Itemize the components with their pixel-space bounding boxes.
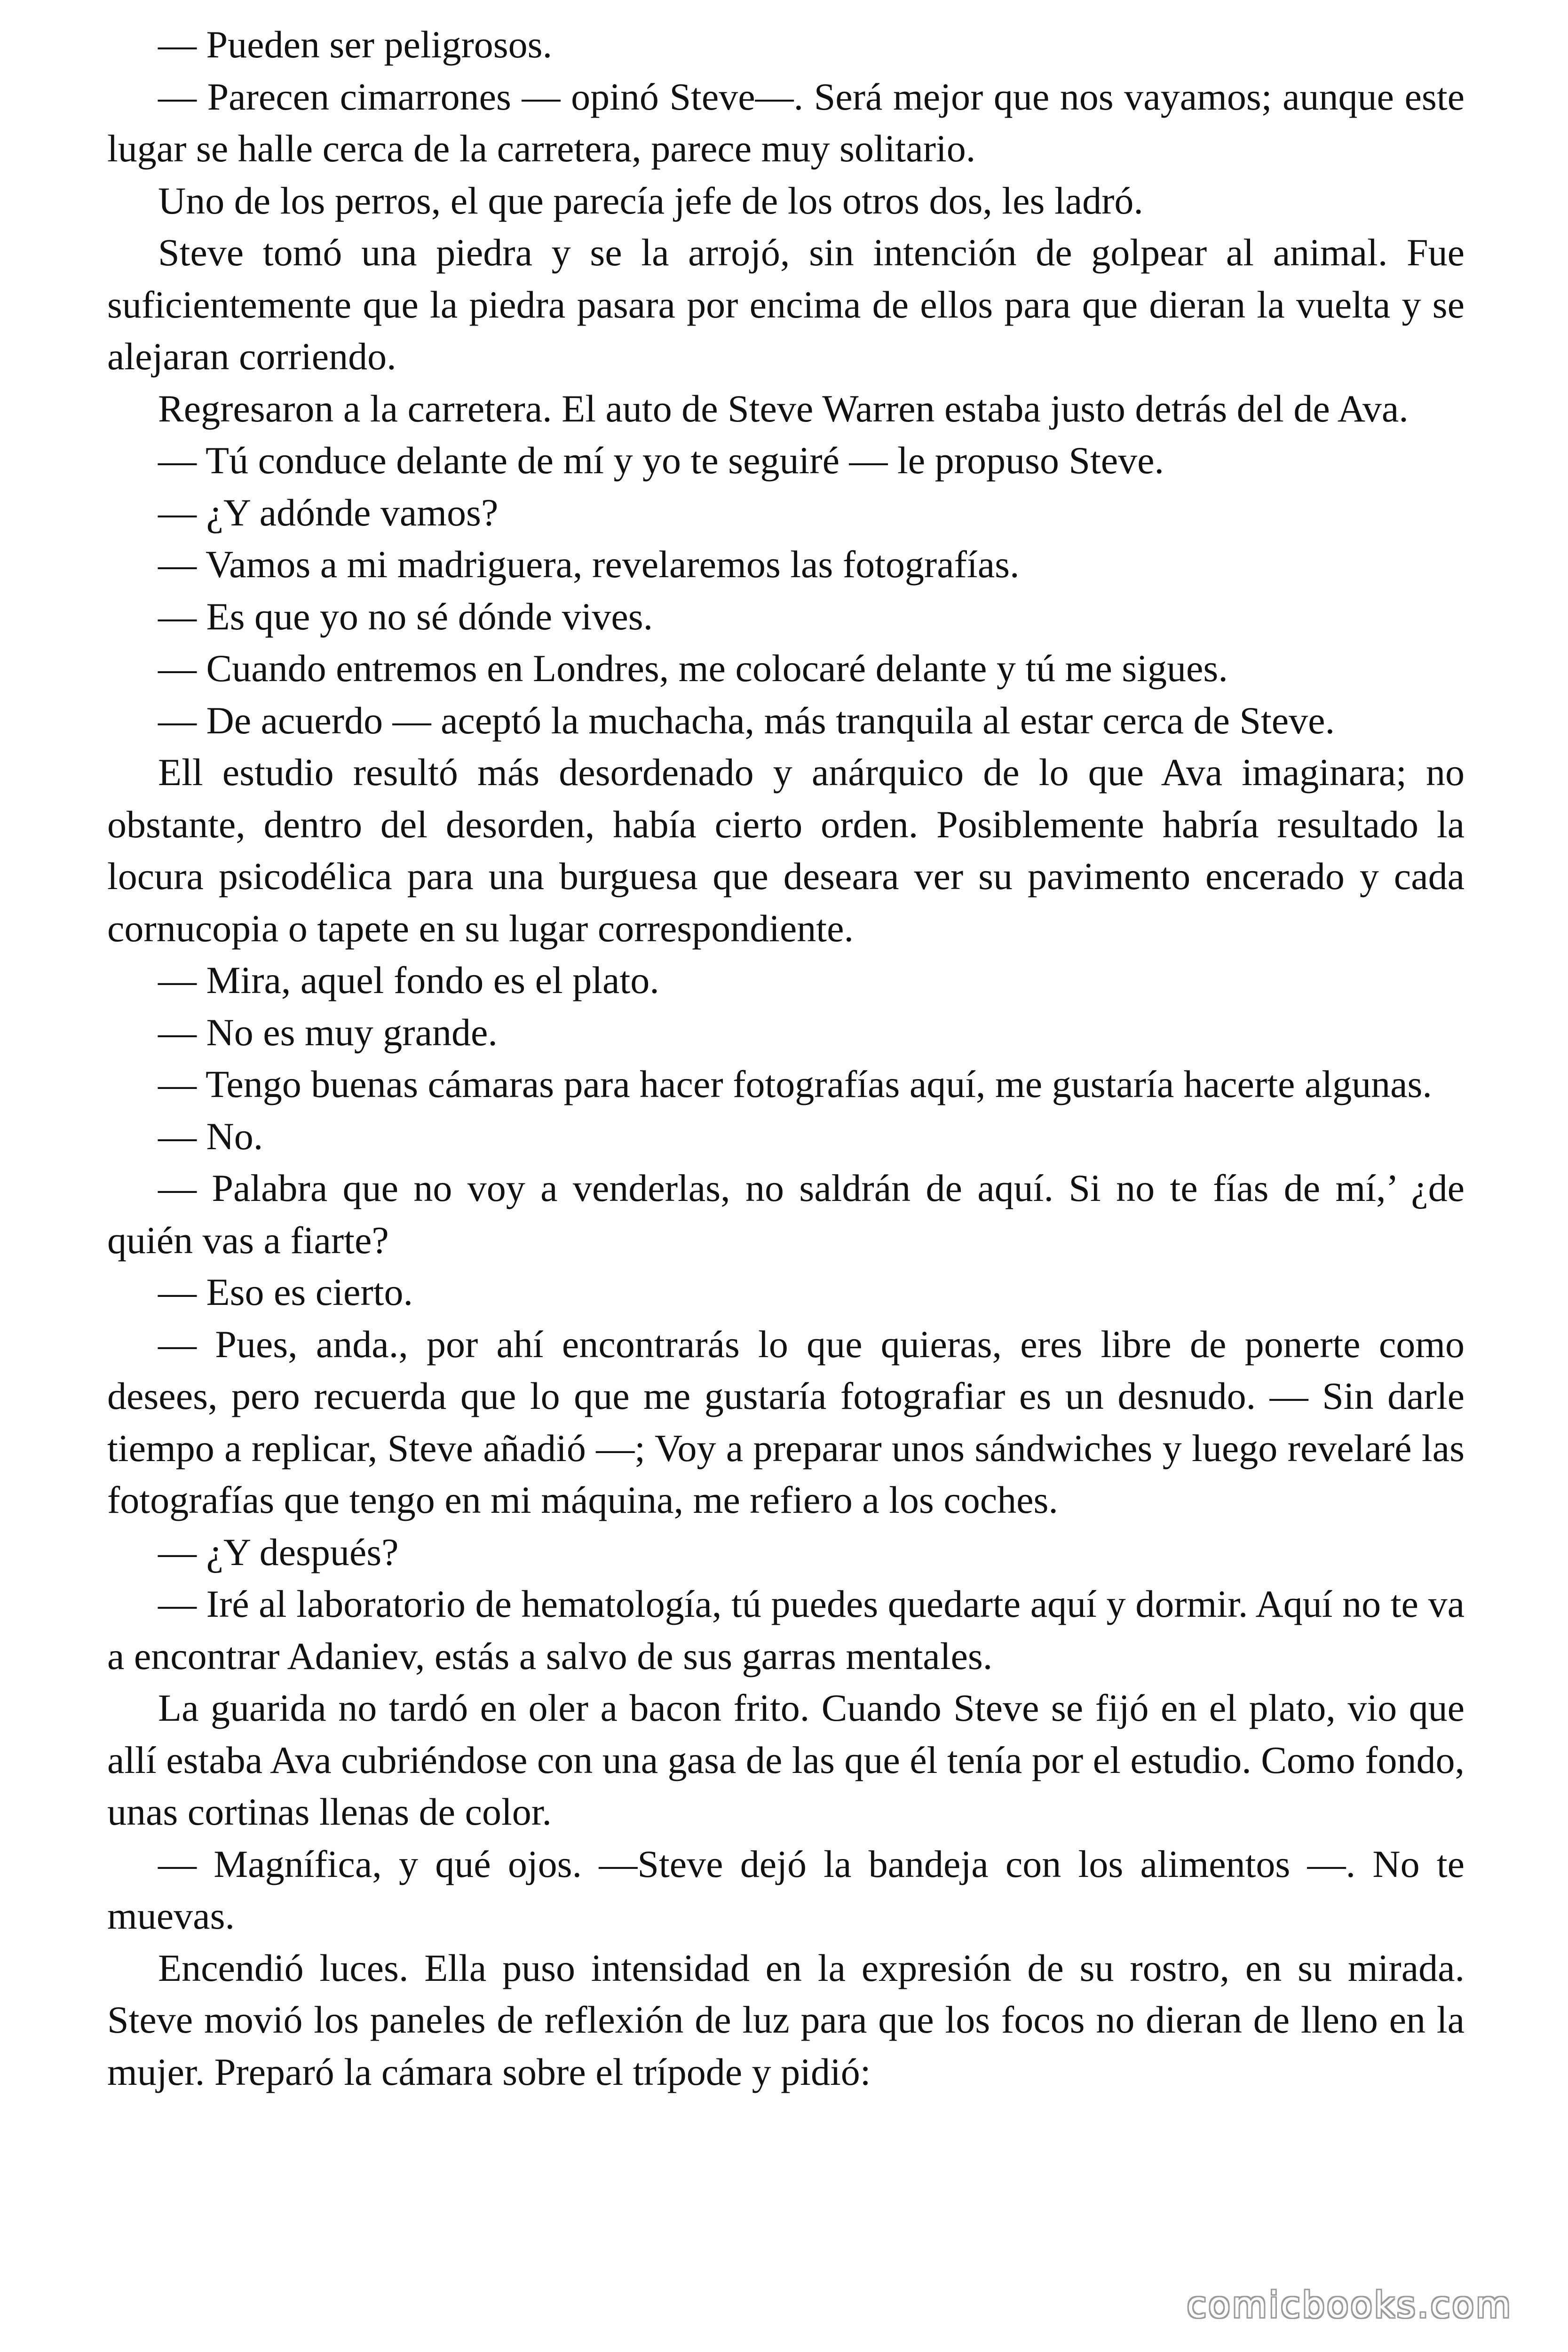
paragraph: Encendió luces. Ella puso intensidad en la expresión de su rostro, en su mirada. Steve movió los paneles de reflexión de luz para que los focos no dieran de lleno en la mujer. Preparó la cámara sobre el trípode y pidió: xyxy=(107,1946,1465,2093)
paragraph: — ¿Y después? xyxy=(158,1530,399,1573)
paragraph: — Palabra que no voy a venderlas, no saldrán de aquí. Si no te fías de mí,’ ¿de quién vas a fiarte? xyxy=(107,1167,1465,1262)
paragraph: — Vamos a mi madriguera, revelaremos las fotografías. xyxy=(158,543,1020,586)
paragraph: — Mira, aquel fondo es el plato. xyxy=(158,959,659,1001)
paragraph: — Iré al laboratorio de hematología, tú puedes quedarte aquí y dormir. Aquí no te va a encontrar Adaniev, estás a salvo de sus garras mentales. xyxy=(107,1582,1465,1677)
paragraph: — No es muy grande. xyxy=(158,1010,498,1054)
book-page-text xyxy=(107,19,1465,2098)
paragraph: Uno de los perros, el que parecía jefe de los otros dos, les ladró. xyxy=(158,179,1143,222)
paragraph: — Magnífica, y qué ojos. —Steve dejó la bandeja con los alimentos —. No te muevas. xyxy=(107,1842,1465,1937)
paragraph: — Cuando entremos en Londres, me colocaré delante y tú me sigues. xyxy=(158,647,1228,690)
paragraph: — De acuerdo — aceptó la muchacha, más tranquila al estar cerca de Steve. xyxy=(158,699,1335,742)
paragraph: — Parecen cimarrones — opinó Steve—. Será mejor que nos vayamos; aunque este lugar se halle cerca de la carretera, parece muy solitario. xyxy=(107,75,1465,170)
paragraph: — Pues, anda., por ahí encontrarás lo que quieras, eres libre de ponerte como desees, pero recuerda que lo que me gustaría fotografiar es un desnudo. — Sin darle tiempo a replicar, Steve añadió —; Voy a preparar unos sándwiches y luego revelaré las fotografías que tengo en mi máquina, me refiero a los coches. xyxy=(107,1322,1465,1521)
paragraph: Regresaron a la carretera. El auto de Steve Warren estaba justo detrás del de Ava. xyxy=(158,387,1409,430)
paragraph: Ell estudio resultó más desordenado y anárquico de lo que Ava imaginara; no obstante, dentro del desorden, había cierto orden. Posiblemente habría resultado la locura psicodélica para una burguesa que deseara ver su pavimento encerado y cada cornucopia o tapete en su lugar correspondiente. xyxy=(107,751,1465,950)
paragraph: — Pueden ser peligrosos. xyxy=(158,23,553,66)
paragraph: — No. xyxy=(158,1114,263,1158)
paragraph: La guarida no tardó en oler a bacon frito. Cuando Steve se fijó en el plato, vio que allí estaba Ava cubriéndose con una gasa de las que él tenía por el estudio. Como fondo, unas cortinas llenas de color. xyxy=(107,1686,1465,1833)
paragraph: — Eso es cierto. xyxy=(158,1271,413,1313)
paragraph: — Tú conduce delante de mí y yo te seguiré — le propuso Steve. xyxy=(158,439,1164,482)
watermark: comicbooks.com xyxy=(1187,2284,1513,2326)
paragraph: — ¿Y adónde vamos? xyxy=(158,491,499,534)
paragraph: — Es que yo no sé dónde vives. xyxy=(158,595,653,638)
paragraph: Steve tomó una piedra y se la arrojó, sin intención de golpear al animal. Fue suficientemente que la piedra pasara por encima de ellos para que dieran la vuelta y se alejaran corriendo. xyxy=(107,231,1465,378)
paragraph: — Tengo buenas cámaras para hacer fotografías aquí, me gustaría hacerte algunas. xyxy=(158,1063,1432,1105)
